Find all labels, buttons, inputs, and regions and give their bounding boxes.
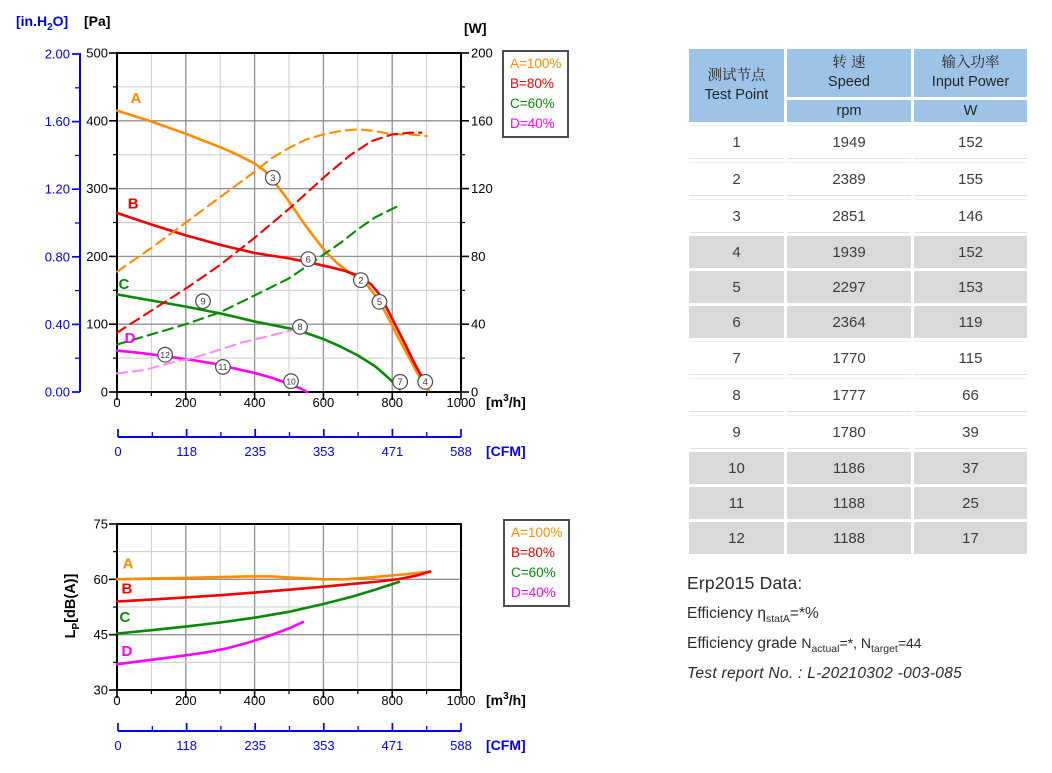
speed-cell: 1949 [787,125,911,159]
speed-cell: 2851 [787,199,911,233]
w-tick-label: 200 [471,45,493,61]
unit-header-rpm: rpm [787,100,911,122]
point-cell: 7 [689,341,784,375]
legend-item-d: D=40% [511,585,556,600]
table-row [689,271,1027,303]
test-point-number-7: 7 [397,377,403,389]
series-C-noise [117,582,399,634]
cfm-axis-title: [CFM] [486,737,526,753]
inh2o-tick-label: 2.00 [44,46,70,62]
point-cell: 11 [689,487,784,519]
unit-header-w: W [914,100,1027,122]
curve-label-B: B [121,580,133,598]
curve-label-C: C [119,608,131,626]
erp-grade-line [687,635,1038,655]
point-cell: 4 [689,236,784,268]
header-text-en: Input Power [931,74,1010,90]
x-tick-label: 800 [381,395,404,410]
axis-title-inh2o: $[in.H_2O]$ [16,13,69,33]
point-cell: 5 [689,271,784,303]
speed-cell: 1770 [787,341,911,375]
legend-item-a: A=100% [510,56,562,71]
inh2o-tick-label: 0.80 [44,249,70,265]
erp-grade-mid: =*, N [839,635,871,652]
cfm-tick-label: 118 [176,738,197,753]
series-D-pressure [117,351,307,392]
speed-cell: 1188 [787,522,911,554]
power-cell: 152 [914,236,1027,268]
erp-grade-sub2: target [870,642,898,655]
header-text-zh: 输入功率 [941,55,1000,72]
erp-grade-prefix: Efficiency grade [687,635,802,653]
legend-item-b: B=80% [511,545,555,560]
cfm-tick-label: 588 [450,738,472,753]
table-row [689,415,1027,449]
erp-grade-suffix: =44 [897,635,922,652]
legend-item-a: A=100% [511,525,563,540]
erp-eff-suffix: =*% [789,605,819,622]
x-axis-title-m3h: $[m^3/h]$ [486,691,526,708]
db-tick-label: 45 [93,627,108,643]
point-cell: 9 [689,415,784,449]
db-tick-label: 30 [93,682,108,698]
w-tick-label: 160 [471,113,493,129]
cfm-tick-label: 353 [312,444,335,459]
power-cell: 146 [914,199,1027,233]
cfm-axis-title: [CFM] [486,443,526,459]
pa-tick-label: 300 [86,181,108,197]
erp-test-report: Test report No. : L-20210302 -003-085 [687,664,963,682]
power-cell: 153 [914,271,1027,303]
point-cell: 1 [689,125,784,159]
pa-tick-label: 0 [100,384,108,400]
test-point-number-8: 8 [297,322,303,334]
power-cell: 17 [914,522,1027,554]
speed-cell: 1188 [787,487,911,519]
power-cell: 115 [914,341,1027,375]
test-point-number-10: 10 [286,376,296,387]
legend-item-d: D=40% [510,116,555,131]
speed-cell: 1186 [787,452,911,484]
curve-label-B: B [127,195,139,213]
curve-label-A: A [122,555,134,573]
power-cell: 66 [914,378,1027,412]
erp-grade-sub1: actual [811,642,840,655]
db-tick-label: 75 [93,516,108,532]
db-tick-label: 60 [93,571,108,587]
header-text-en: Test Point [704,86,769,103]
erp-eff-sub: statA [765,613,790,626]
w-tick-label: 40 [471,316,486,332]
cfm-tick-label: 471 [381,444,404,459]
curve-label-C: C [118,275,130,293]
speed-cell: 2297 [787,271,911,303]
header-text-zh: 测试节点 [707,67,766,84]
right-panel [686,46,1038,693]
inh2o-tick-label: 0.00 [44,384,70,400]
x-axis-title-m3h: $[m^3/h]$ [486,393,526,410]
test-point-number-11: 11 [218,362,228,373]
speed-cell: 2364 [787,306,911,338]
test-point-number-5: 5 [376,297,383,309]
cfm-tick-label: 118 [176,444,197,459]
series-D-power [117,328,303,374]
point-cell: 6 [689,306,784,338]
inh2o-tick-label: 0.40 [44,316,70,332]
x-tick-label: 1000 [446,693,476,708]
erp-efficiency-line [687,605,1038,625]
pa-tick-label: 100 [86,316,108,332]
cfm-tick-label: 353 [312,738,335,753]
erp-data-block [687,573,1038,683]
cfm-tick-label: 0 [114,738,122,753]
power-cell: 152 [914,125,1027,159]
axis-title-w: [W] [464,20,487,36]
point-cell: 2 [689,162,784,196]
legend-item-c: C=60% [510,96,555,111]
curve-label-A: A [130,90,142,108]
power-cell: 155 [914,162,1027,196]
x-tick-label: 200 [174,693,197,708]
test-point-number-4: 4 [422,377,428,389]
speed-cell: 1777 [787,378,911,412]
table-row [689,125,1027,159]
power-cell: 39 [914,415,1027,449]
legend-top-chart [502,50,569,138]
test-point-number-3: 3 [270,173,276,185]
table-row [689,487,1027,519]
x-tick-label: 400 [243,395,266,410]
speed-cell: 2389 [787,162,911,196]
w-tick-label: 120 [471,181,493,197]
point-cell: 12 [689,522,784,554]
x-tick-label: 600 [312,693,335,708]
cfm-tick-label: 235 [244,738,267,753]
col-header-test-point [689,49,784,122]
table-row [689,306,1027,338]
x-tick-label: 600 [312,395,335,410]
pa-tick-label: 200 [86,248,108,264]
curve-label-D: D [121,643,133,661]
point-cell: 8 [689,378,784,412]
w-tick-label: 80 [471,248,486,264]
inh2o-tick-label: 1.60 [44,114,70,130]
pa-tick-label: 400 [86,113,108,129]
x-tick-label: 0 [113,693,121,708]
series-A-noise [117,572,430,580]
w-tick-label: 0 [471,384,479,400]
series-D-noise [117,622,303,664]
curve-label-D: D [124,330,136,348]
erp-eff-prefix: Efficiency η [687,605,766,622]
x-tick-label: 200 [174,395,197,410]
legend-item-c: C=60% [511,565,556,580]
x-tick-label: 400 [243,693,266,708]
test-point-number-9: 9 [200,296,206,308]
table-row [689,378,1027,412]
table-row [689,522,1027,554]
axis-title-pa: [Pa] [84,13,111,29]
header-text-zh: 转 速 [832,55,866,72]
point-cell: 10 [689,452,784,484]
header-text-en: Speed [828,74,870,90]
table-row [689,341,1027,375]
cfm-tick-label: 235 [244,444,267,459]
inh2o-tick-label: 1.20 [44,181,70,197]
table-row [689,162,1027,196]
erp-grade-n1: N [801,635,812,652]
erp-grade-values [801,635,922,655]
table-row [689,236,1027,268]
x-tick-label: 1000 [446,395,476,410]
table-row [689,452,1027,484]
axis-title-lp-dba: $L_P[dB(A)]$ [63,573,82,639]
test-point-number-2: 2 [358,275,364,287]
x-tick-label: 800 [381,693,404,708]
speed-cell: 1939 [787,236,911,268]
power-cell: 25 [914,487,1027,519]
col-header-input-power [914,49,1027,97]
point-cell: 3 [689,199,784,233]
power-cell: 119 [914,306,1027,338]
cfm-tick-label: 588 [450,444,472,459]
power-cell: 37 [914,452,1027,484]
speed-cell: 1780 [787,415,911,449]
erp-title: Erp2015 Data: [687,573,803,593]
test-point-table [686,46,1030,557]
test-point-number-12: 12 [160,350,170,361]
legend-noise-chart [503,519,570,607]
pa-tick-label: 500 [86,45,108,61]
cfm-tick-label: 471 [381,738,404,753]
col-header-speed [787,49,911,97]
cfm-tick-label: 0 [114,444,122,459]
x-tick-label: 0 [113,395,121,410]
table-row [689,199,1027,233]
series-A-power [117,129,427,271]
test-point-number-6: 6 [305,254,311,266]
legend-item-b: B=80% [510,76,554,91]
